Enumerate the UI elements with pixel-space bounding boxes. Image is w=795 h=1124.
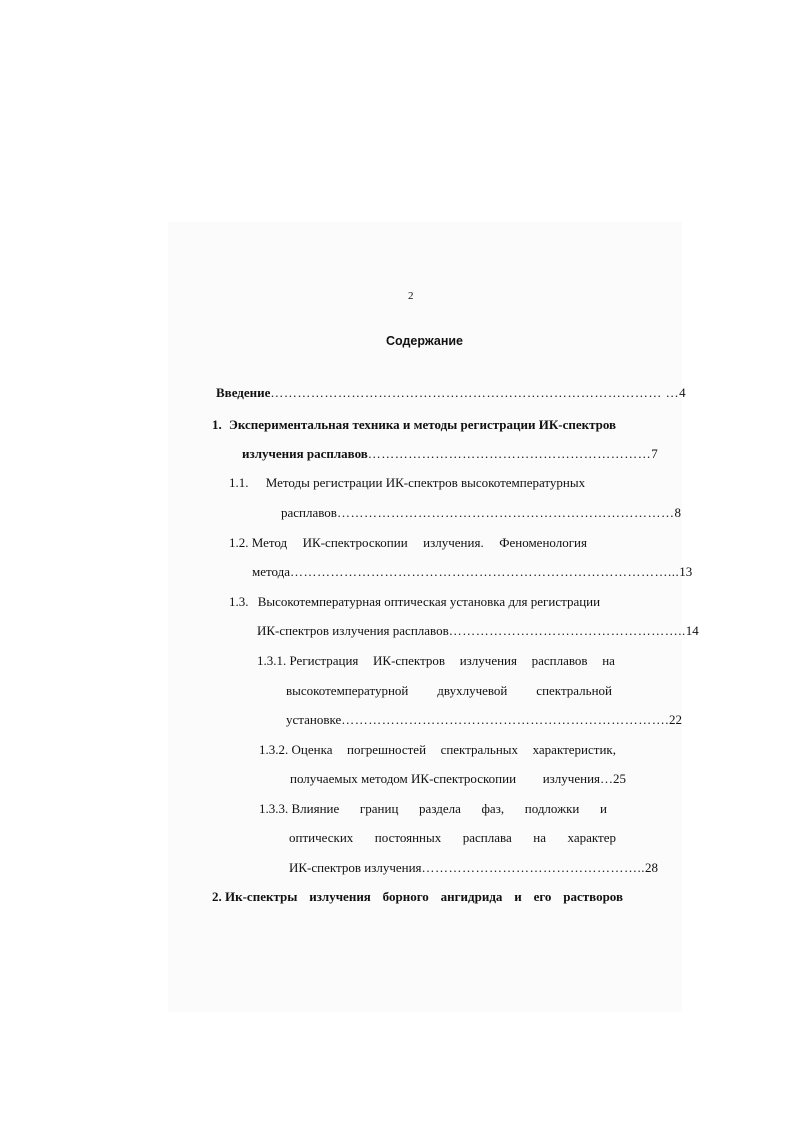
toc-page: 8 [674, 505, 681, 520]
toc-leader: ………………………………………………………………. [341, 712, 669, 727]
toc-word: излучения…25 [542, 771, 626, 786]
toc-leader: ………………………………………….. [421, 860, 646, 875]
toc-word: ИК-спектроскопии [302, 535, 408, 550]
toc-word: и [600, 801, 607, 816]
toc-entry-1-1-line1 [229, 475, 585, 491]
toc-word: на [602, 653, 615, 668]
toc-leader: ……………………………………………………… [367, 446, 652, 461]
toc-label: Экспериментальная техника и методы регистрации ИК-спектров [229, 417, 617, 432]
toc-label: метода [252, 564, 291, 579]
toc-word: оптических [289, 830, 354, 845]
toc-word: ИК-спектров [373, 653, 446, 668]
toc-entry-intro [216, 385, 686, 401]
toc-entry-ch1-line1 [212, 417, 616, 433]
toc-label: Высокотемпературная оптическая установка для регистрации [257, 594, 601, 609]
toc-label: Введение [216, 385, 271, 400]
toc-word: раздела [419, 801, 461, 816]
toc-page: 28 [645, 860, 659, 875]
toc-word: растворов [563, 889, 623, 904]
toc-word: расплавов [531, 653, 588, 668]
toc-label: Методы регистрации ИК-спектров высокотемпературных [265, 475, 586, 490]
toc-word: двухлучевой [437, 683, 508, 698]
toc-page: 4 [679, 385, 686, 400]
toc-page: 22 [669, 712, 682, 727]
toc-entry-1-3-3-line1 [259, 801, 607, 817]
toc-word: излучения [309, 889, 371, 904]
toc-page: 14 [685, 623, 699, 638]
toc-label: излучения расплавов [242, 446, 368, 461]
toc-word: подложки [524, 801, 580, 816]
toc-entry-1-3-3-line3 [289, 860, 659, 876]
toc-word: 1.3.3. Влияние [259, 801, 340, 816]
toc-word: на [533, 830, 547, 845]
toc-leader: …………………………………………….. [448, 623, 686, 638]
toc-number: 1. [212, 417, 222, 432]
toc-word: и [514, 889, 522, 904]
toc-word: характер [567, 830, 616, 845]
toc-word: погрешностей [347, 742, 427, 757]
toc-word: высокотемпературной [286, 683, 409, 698]
toc-entry-ch1-line2 [242, 446, 658, 462]
toc-word: борного [382, 889, 429, 904]
toc-word: характеристик, [532, 742, 616, 757]
toc-word: его [533, 889, 552, 904]
toc-entry-1-3-1-line1 [257, 653, 615, 669]
toc-label: установке [286, 712, 342, 727]
page-number: 2 [408, 290, 414, 302]
toc-word: ангидрида [440, 889, 503, 904]
toc-word: Феноменология [499, 535, 587, 550]
toc-entry-1-3-line2 [257, 623, 699, 639]
toc-word: излучения [459, 653, 517, 668]
toc-label: ИК-спектров излучения [289, 860, 422, 875]
toc-word: постоянных [374, 830, 442, 845]
toc-word: фаз, [481, 801, 505, 816]
toc-entry-1-2-line1 [229, 535, 587, 551]
toc-entry-1-3-3-line2 [289, 830, 616, 846]
toc-word: спектральной [536, 683, 612, 698]
toc-entry-1-1-line2 [281, 505, 681, 521]
toc-word: расплава [462, 830, 512, 845]
toc-word: 2. Ик-спектры [212, 889, 298, 904]
toc-entry-1-2-line2 [252, 564, 693, 580]
toc-leader: …………………………………………………………………………... [290, 564, 680, 579]
toc-entry-1-3-2-line1 [259, 742, 616, 758]
toc-page: 13 [679, 564, 693, 579]
toc-leader: ………………………………………………………………… [336, 505, 675, 520]
toc-word: 1.3.1. Регистрация [257, 653, 359, 668]
toc-entry-1-3-1-line2 [286, 683, 612, 699]
toc-word: спектральных [440, 742, 519, 757]
toc-word: 1.2. Метод [229, 535, 288, 550]
toc-entry-1-3-1-line3 [286, 712, 682, 728]
toc-page: 7 [651, 446, 658, 461]
toc-title: Содержание [386, 334, 464, 348]
toc-label: ИК-спектров излучения расплавов [257, 623, 449, 638]
toc-word: получаемых методом ИК-спектроскопии [290, 771, 517, 786]
toc-leader: …………………………………………………………………………… … [270, 385, 680, 400]
toc-entry-ch2-line1 [212, 889, 623, 905]
toc-number: 1.3. [229, 594, 249, 609]
toc-word: 1.3.2. Оценка [259, 742, 333, 757]
toc-word: границ [359, 801, 399, 816]
toc-label: расплавов [281, 505, 337, 520]
toc-word: излучения. [423, 535, 484, 550]
toc-number: 1.1. [229, 475, 249, 490]
toc-entry-1-3-line1 [229, 594, 600, 610]
toc-entry-1-3-2-line2 [290, 771, 626, 787]
